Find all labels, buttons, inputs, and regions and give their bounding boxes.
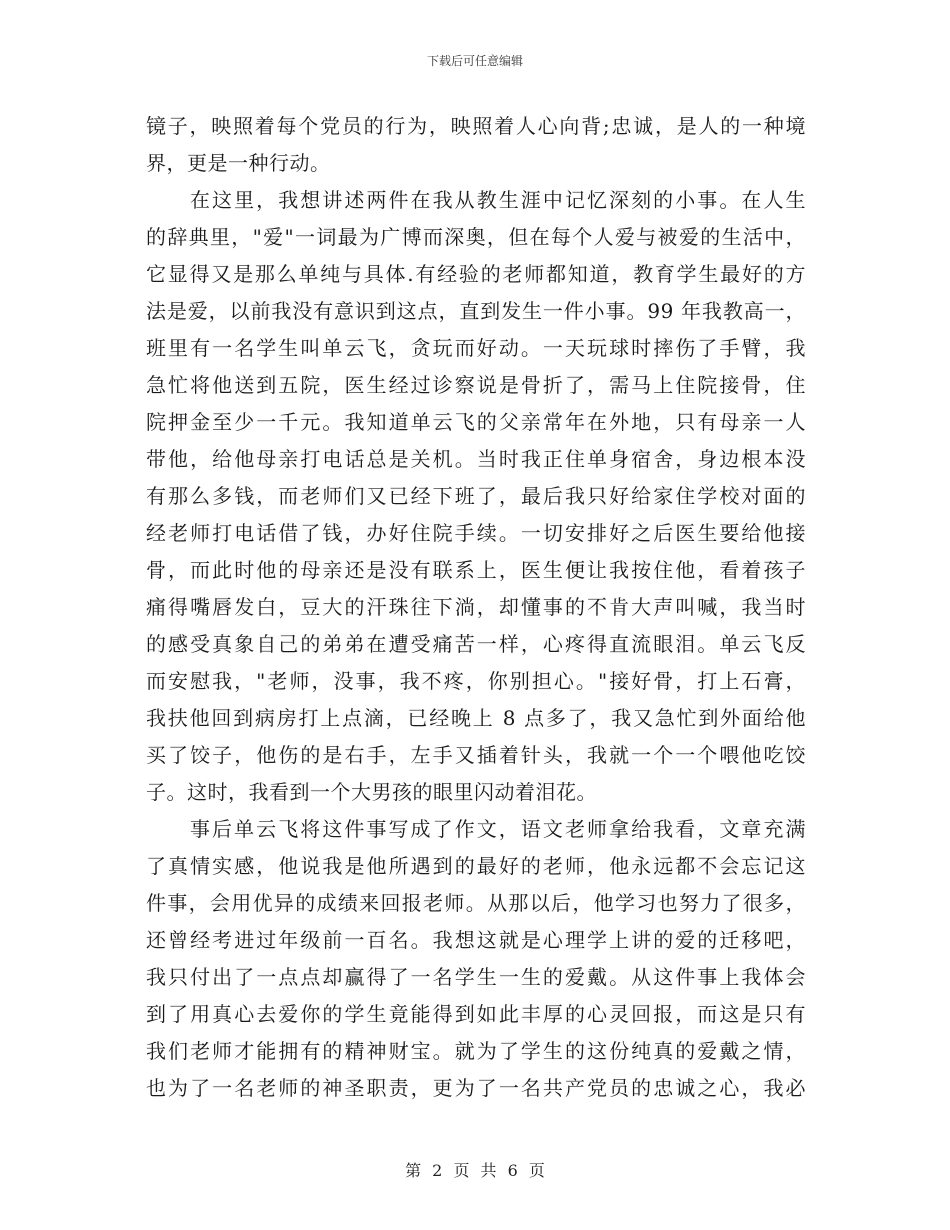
text-line: 镜子，映照着每个党员的行为，映照着人心向背;忠诚，是人的一种境 (146, 114, 806, 138)
text-line: 也为了一名老师的神圣职责，更为了一名共产党员的忠诚之心，我必 (146, 1076, 806, 1100)
text-line: 到了用真心去爱你的学生竟能得到如此丰厚的心灵回报，而这是只有 (146, 1002, 806, 1026)
page-number-footer: 第 2 页 共 6 页 (405, 1161, 545, 1180)
text-line: 经老师打电话借了钱，办好住院手续。一切安排好之后医生要给他接 (146, 521, 806, 545)
text-line: 带他，给他母亲打电话总是关机。当时我正住单身宿舍，身边根本没 (146, 447, 806, 471)
text-line: 院押金至少一千元。我知道单云飞的父亲常年在外地，只有母亲一人 (146, 410, 806, 434)
document-body (146, 108, 806, 1107)
text-line: 还曾经考进过年级前一百名。我想这就是心理学上讲的爱的迁移吧， (146, 928, 806, 952)
text-line: 了真情实感，他说我是他所遇到的最好的老师，他永远都不会忘记这 (146, 854, 806, 878)
text-line: 我扶他回到病房打上点滴，已经晚上 8 点多了，我又急忙到外面给他 (146, 706, 806, 730)
text-line: 法是爱，以前我没有意识到这点，直到发生一件小事。99 年我教高一， (146, 299, 806, 323)
text-line: 件事，会用优异的成绩来回报老师。从那以后，他学习也努力了很多， (146, 891, 806, 915)
text-line: 它显得又是那么单纯与具体.有经验的老师都知道，教育学生最好的方 (146, 262, 806, 286)
text-line: 骨，而此时他的母亲还是没有联系上，医生便让我按住他，看着孩子 (146, 558, 806, 582)
text-line: 买了饺子，他伤的是右手，左手又插着针头，我就一个一个喂他吃饺 (146, 743, 806, 767)
text-line: 事后单云飞将这件事写成了作文，语文老师拿给我看，文章充满 (190, 817, 806, 841)
text-line: 急忙将他送到五院，医生经过诊察说是骨折了，需马上住院接骨，住 (146, 373, 806, 397)
text-line: 而安慰我，"老师，没事，我不疼，你别担心。"接好骨，打上石膏， (146, 669, 806, 693)
text-line: 我只付出了一点点却赢得了一名学生一生的爱戴。从这件事上我体会 (146, 965, 806, 989)
text-line: 有那么多钱，而老师们又已经下班了，最后我只好给家住学校对面的 (146, 484, 806, 508)
text-line: 的感受真象自己的弟弟在遭受痛苦一样，心疼得直流眼泪。单云飞反 (146, 632, 806, 656)
page-header: 下载后可任意编辑 (426, 54, 523, 68)
text-line: 子。这时，我看到一个大男孩的眼里闪动着泪花。 (146, 780, 597, 804)
text-line: 的辞典里，"爱"一词最为广博而深奥，但在每个人爱与被爱的生活中， (146, 225, 806, 249)
text-line: 我们老师才能拥有的精神财宝。就为了学生的这份纯真的爱戴之情， (146, 1039, 806, 1063)
text-line: 痛得嘴唇发白，豆大的汗珠往下淌，却懂事的不肯大声叫喊，我当时 (146, 595, 806, 619)
text-line: 在这里，我想讲述两件在我从教生涯中记忆深刻的小事。在人生 (190, 188, 806, 212)
text-line: 界，更是一种行动。 (146, 151, 331, 175)
text-line: 班里有一名学生叫单云飞，贪玩而好动。一天玩球时摔伤了手臂，我 (146, 336, 806, 360)
